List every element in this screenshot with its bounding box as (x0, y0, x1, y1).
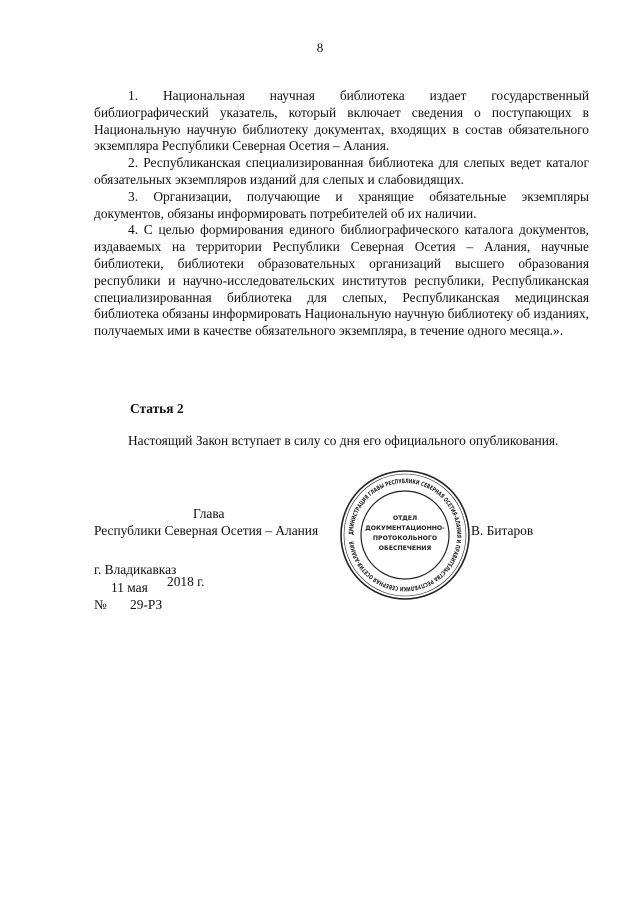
law-number: 29-РЗ (130, 597, 163, 612)
law-body (94, 88, 589, 340)
signing-date-day: 11 мая (111, 580, 148, 595)
paragraph-4: 4. С целью формирования единого библиографического каталога документов, издаваемых на территории Республики Северная Осетия – Алания, научные библиотеки, библиотеки образовательных организаций высшего образования республики и научно-исследовательских институтов республики, Республиканская специализированная библиотека для слепых, Республиканская медицинская библиотека обязаны информировать Национальную научную библиотеку об изданиях, получаемых ими в качестве обязательного экземпляра, в течение одного месяца.». (94, 222, 589, 339)
seal-center-line-1: ОТДЕЛ (392, 515, 418, 522)
paragraph-2: 2. Республиканская специализированная библиотека для слепых ведет каталог обязательных экземпляров изданий для слепых и слабовидящих. (94, 155, 589, 187)
signature-title: Глава (193, 506, 225, 521)
paragraph-3: 3. Организации, получающие и хранящие обязательные экземпляры документов, обязаны информировать потребителей об их наличии. (94, 188, 589, 221)
paragraph-1: 1. Национальная научная библиотека издает государственный библиографический указатель, который включает сведения о поступающих в Национальную научную библиотеку документах, входящих в состав обязательного экземпляра Республики Северная Осетия – Алания. (94, 88, 589, 154)
page-number: 8 (316, 40, 324, 55)
signature-position: Республики Северная Осетия – Алания (94, 523, 319, 538)
effective-date-paragraph: Настоящий Закон вступает в силу со дня его официального опубликования. (128, 433, 559, 448)
seal-center-line-4: ОБЕСПЕЧЕНИЯ (378, 545, 432, 552)
official-seal (338, 468, 472, 602)
signing-date-year: 2018 г. (167, 574, 205, 589)
place-of-signing: г. Владикавказ (94, 562, 177, 577)
seal-center-line-2: ДОКУМЕНТАЦИОННО- (365, 525, 445, 532)
number-sign: № (94, 597, 107, 612)
seal-center-line-3: ПРОТОКОЛЬНОГО (372, 535, 438, 542)
signatory-name: В. Битаров (471, 523, 534, 538)
article-heading: Статья 2 (130, 401, 184, 416)
seal-outer-text: ДМИНИСТРАЦИЯ ГЛАВЫ РЕСПУБЛИКИ СЕВЕРНАЯ ОСЕТИЯ-АЛАНИЯ И ПРАВИТЕЛЬСТВА РЕСПУБЛИКИ СЕВЕРНАЯ ОСЕТИЯ-АЛАНИЯ (347, 477, 463, 593)
